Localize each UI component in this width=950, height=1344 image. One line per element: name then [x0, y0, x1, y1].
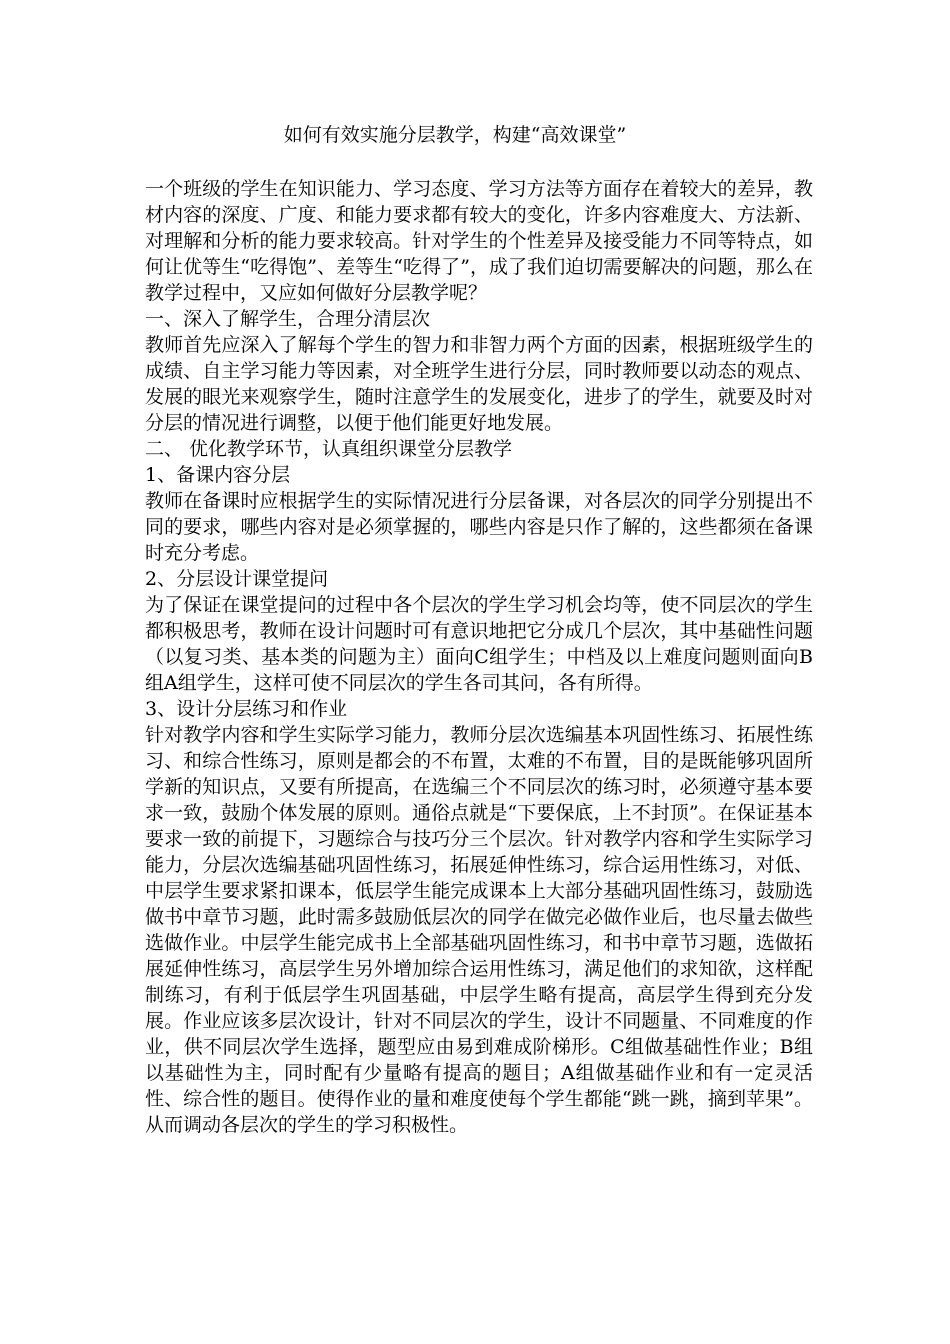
subsection-1-heading: 1、备课内容分层 [145, 464, 291, 486]
subsection-1-paragraph: 教师在备课时应根据学生的实际情况进行分层备课，对各层次的同学分别提出不同的要求，哪些内容对是必须掌握的，哪些内容是只作了解的，这些都须在备课时充分考虑。 [145, 490, 813, 564]
intro-paragraph: 一个班级的学生在知识能力、学习态度、学习方法等方面存在着较大的差异，教材内容的深度、广度、和能力要求都有较大的变化，许多内容难度大、方法新、对理解和分析的能力要求较高。针对学生的个性差异及接受能力不同等特点，如何让优等生“吃得饱”、差等生“吃得了”，成了我们迫切需要解决的问题，那么在教学过程中，又应如何做好分层教学呢？ [145, 178, 813, 304]
subsection-2-paragraph: 为了保证在课堂提问的过程中各个层次的学生学习机会均等，使不同层次的学生都积极思考，教师在设计问题时可有意识地把它分成几个层次，其中基础性问题（以复习类、基本类的问题为主）面向C组学生；中档及以上难度问题则面向B组A组学生，这样可使不同层次的学生各司其问，各有所得。 [145, 594, 813, 694]
subsection-2-heading: 2、分层设计课堂提问 [145, 568, 329, 590]
section-2-heading: 二、 优化教学环节，认真组织课堂分层教学 [145, 438, 513, 460]
subsection-3-heading: 3、设计分层练习和作业 [145, 698, 348, 720]
document-title: 如何有效实施分层教学，构建“高效课堂” [283, 124, 627, 146]
document-body [145, 176, 813, 1138]
section-1-paragraph: 教师首先应深入了解每个学生的智力和非智力两个方面的因素，根据班级学生的成绩、自主学习能力等因素，对全班学生进行分层，同时教师要以动态的观点、发展的眼光来观察学生，随时注意学生的发展变化，进步了的学生，就要及时对分层的情况进行调整，以便于他们能更好地发展。 [145, 334, 813, 434]
subsection-3-paragraph: 针对教学内容和学生实际学习能力，教师分层次选编基本巩固性练习、拓展性练习、和综合性练习，原则是都会的不布置，太难的不布置，目的是既能够巩固所学新的知识点，又要有所提高，在选编三个不同层次的练习时，必须遵守基本要求一致，鼓励个体发展的原则。通俗点就是“下要保底，上不封顶”。在保证基本要求一致的前提下，习题综合与技巧分三个层次。针对教学内容和学生实际学习能力，分层次选编基础巩固性练习，拓展延伸性练习，综合运用性练习，对低、中层学生要求紧扣课本，低层学生能完成课本上大部分基础巩固性练习，鼓励选做书中章节习题，此时需多鼓励低层次的同学在做完必做作业后，也尽量去做些选做作业。中层学生能完成书上全部基础巩固性练习，和书中章节习题，选做拓展延伸性练习，高层学生另外增加综合运用性练习，满足他们的求知欲，这样配制练习，有利于低层学生巩固基础，中层学生略有提高，高层学生得到充分发展。作业应该多层次设计，针对不同层次的学生，设计不同题量、不同难度的作业，供不同层次学生选择，题型应由易到难成阶梯形。C组做基础性作业；B组以基础性为主，同时配有少量略有提高的题目；A组做基础作业和有一定灵活性、综合性的题目。使得作业的量和难度使每个学生都能“跳一跳，摘到苹果”。从而调动各层次的学生的学习积极性。 [145, 724, 813, 1136]
section-1-heading: 一、深入了解学生，合理分清层次 [145, 308, 431, 330]
